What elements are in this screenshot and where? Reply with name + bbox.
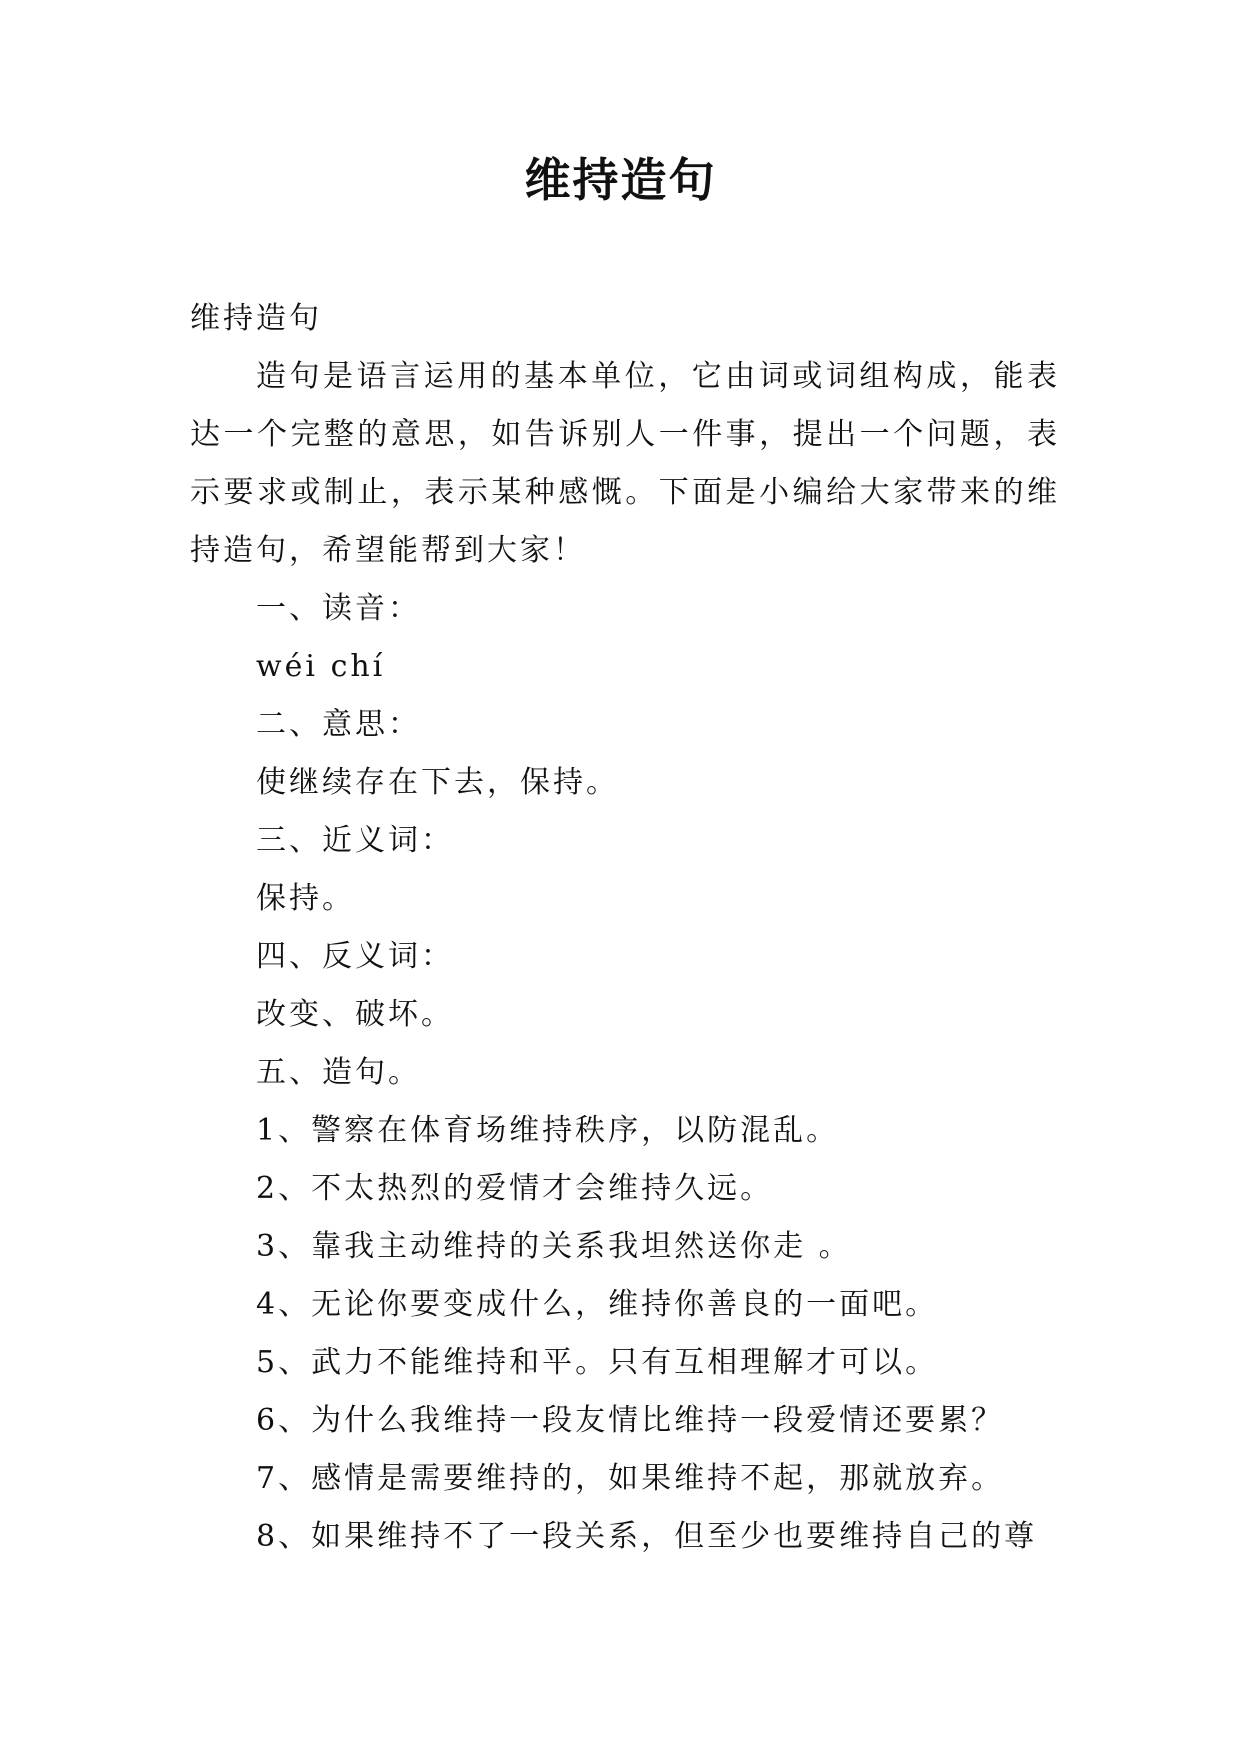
section-heading-antonym: 四、反义词：	[256, 939, 454, 974]
synonym-text: 保持。	[256, 881, 355, 916]
example-sentence: 5、武力不能维持和平。只有互相理解才可以。	[256, 1345, 939, 1380]
example-sentence: 6、为什么我维持一段友情比维持一段爱情还要累？	[256, 1403, 1005, 1438]
example-sentence: 7、感情是需要维持的，如果维持不起，那就放弃。	[256, 1461, 1005, 1496]
example-sentence: 3、靠我主动维持的关系我坦然送你走 。	[256, 1229, 852, 1264]
intro-paragraph: 造句是语言运用的基本单位，它由词或词组构成，能表达一个完整的意思，如告诉别人一件事，提出一个问题，表示要求或制止，表示某种感慨。下面是小编给大家带来的维持造句，希望能帮到大家！	[190, 359, 1060, 568]
antonym-text: 改变、破坏。	[256, 997, 454, 1032]
document-body	[190, 290, 1060, 1566]
section-heading-sentences: 五、造句。	[256, 1055, 421, 1090]
example-sentence: 8、如果维持不了一段关系，但至少也要维持自己的尊	[256, 1519, 1038, 1554]
example-sentence: 2、不太热烈的爱情才会维持久远。	[256, 1171, 774, 1206]
section-heading-synonym: 三、近义词：	[256, 823, 454, 858]
example-sentence: 4、无论你要变成什么，维持你善良的一面吧。	[256, 1287, 939, 1322]
meaning-text: 使继续存在下去，保持。	[256, 765, 619, 800]
subtitle: 维持造句	[190, 301, 322, 336]
document-title: 维持造句	[524, 153, 717, 207]
pinyin-text: wéi chí	[256, 649, 386, 684]
section-heading-pronunciation: 一、读音：	[256, 591, 421, 626]
section-heading-meaning: 二、意思：	[256, 707, 421, 742]
example-sentence: 1、警察在体育场维持秩序，以防混乱。	[256, 1113, 840, 1148]
